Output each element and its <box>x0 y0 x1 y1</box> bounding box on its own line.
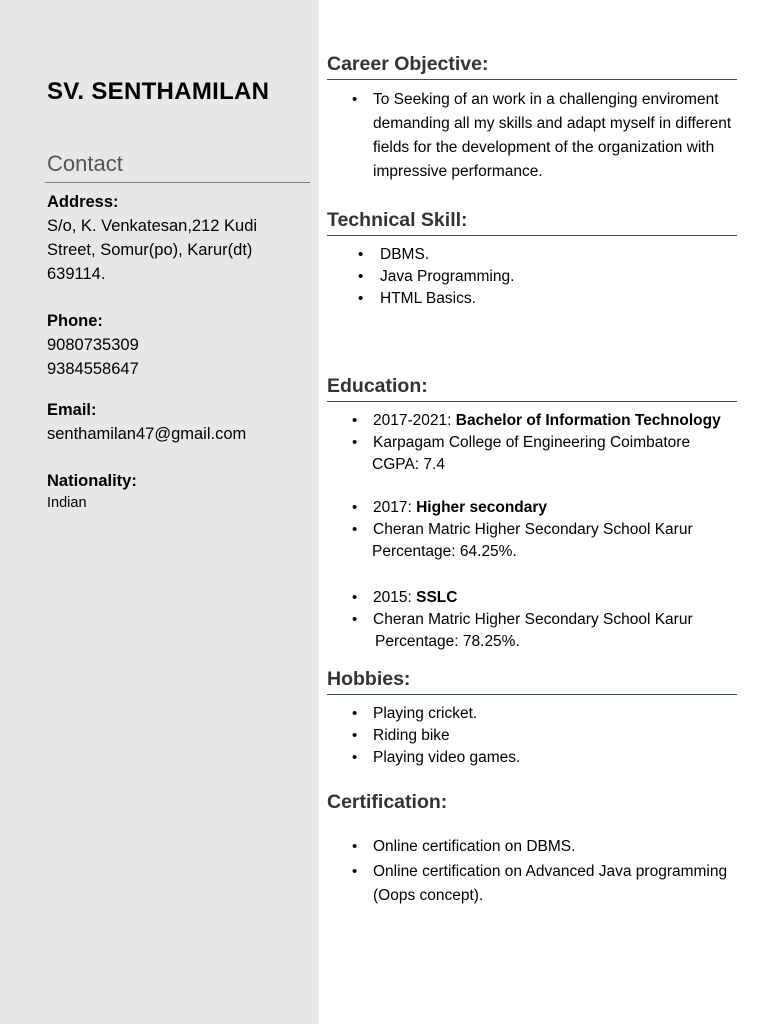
education-score: Percentage: 64.25%. <box>372 543 517 560</box>
phone-number-2: 9384558647 <box>47 360 139 378</box>
phone-number-1: 9080735309 <box>47 336 139 354</box>
list-item: • Playing video games. <box>327 747 737 769</box>
career-objective-list <box>327 88 737 184</box>
contact-heading: Contact <box>47 151 123 176</box>
hobbies-list <box>327 703 737 769</box>
education-year: 2017-2021: <box>373 412 456 429</box>
education-entry-institution: • Karpagam College of Engineering Coimbatore <box>327 432 737 454</box>
hobbies-section <box>327 666 737 769</box>
phone-block <box>47 309 139 381</box>
email-label: Email: <box>47 401 97 419</box>
education-degree: Bachelor of Information Technology <box>455 412 721 429</box>
list-item: • Playing cricket. <box>327 703 737 725</box>
phone-label: Phone: <box>47 312 103 330</box>
education-list <box>327 497 737 541</box>
nationality-value: Indian <box>47 495 87 511</box>
certification-section <box>327 789 737 908</box>
education-entry-degree <box>327 410 737 432</box>
email-value[interactable]: senthamilan47@gmail.com <box>47 425 247 443</box>
career-objective-text: • To Seeking of an work in a challenging enviroment demanding all my skills and adapt myself in different fields for the development of the organization with impressive performance. <box>327 88 737 184</box>
education-heading: Education: <box>327 375 428 397</box>
list-item: • Riding bike <box>327 725 737 747</box>
contact-divider <box>45 182 310 183</box>
certification-heading: Certification: <box>327 791 448 813</box>
education-entry-institution: • Cheran Matric Higher Secondary School Karur <box>327 519 737 541</box>
list-item: • Online certification on Advanced Java programming (Oops concept). <box>327 860 737 908</box>
certification-list <box>327 835 737 908</box>
education-degree: Higher secondary <box>416 499 548 516</box>
hobbies-heading: Hobbies: <box>327 668 411 690</box>
list-item: • Java Programming. <box>327 266 737 288</box>
education-list <box>327 587 737 631</box>
career-objective-heading: Career Objective: <box>327 53 489 75</box>
email-block <box>47 398 246 446</box>
technical-skill-section <box>327 207 737 310</box>
nationality-block <box>47 469 137 513</box>
technical-skill-list <box>327 244 737 310</box>
list-item: • Online certification on DBMS. <box>327 835 737 859</box>
list-item: • DBMS. <box>327 244 737 266</box>
career-objective-section <box>327 51 737 184</box>
hobbies-divider <box>327 694 737 695</box>
list-item: • HTML Basics. <box>327 288 737 310</box>
address-label: Address: <box>47 193 119 211</box>
education-section <box>327 373 737 652</box>
technical-skill-divider <box>327 235 737 236</box>
education-entry-institution: • Cheran Matric Higher Secondary School Karur <box>327 609 737 631</box>
education-degree: SSLC <box>416 589 458 606</box>
education-divider <box>327 401 737 402</box>
education-year: 2017: <box>373 499 417 516</box>
education-entry-degree <box>327 497 737 519</box>
education-score: Percentage: 78.25%. <box>375 633 520 650</box>
candidate-name: SV. SENTHAMILAN <box>47 78 270 105</box>
career-objective-divider <box>327 79 737 80</box>
education-year: 2015: <box>373 589 417 606</box>
nationality-label: Nationality: <box>47 472 137 490</box>
education-list <box>327 410 737 454</box>
address-value: S/o, K. Venkatesan,212 Kudi Street, Somur(po), Karur(dt) 639114. <box>47 217 258 283</box>
education-entry-degree <box>327 587 737 609</box>
address-block <box>47 190 257 286</box>
technical-skill-heading: Technical Skill: <box>327 209 468 231</box>
education-score: CGPA: 7.4 <box>372 456 445 473</box>
